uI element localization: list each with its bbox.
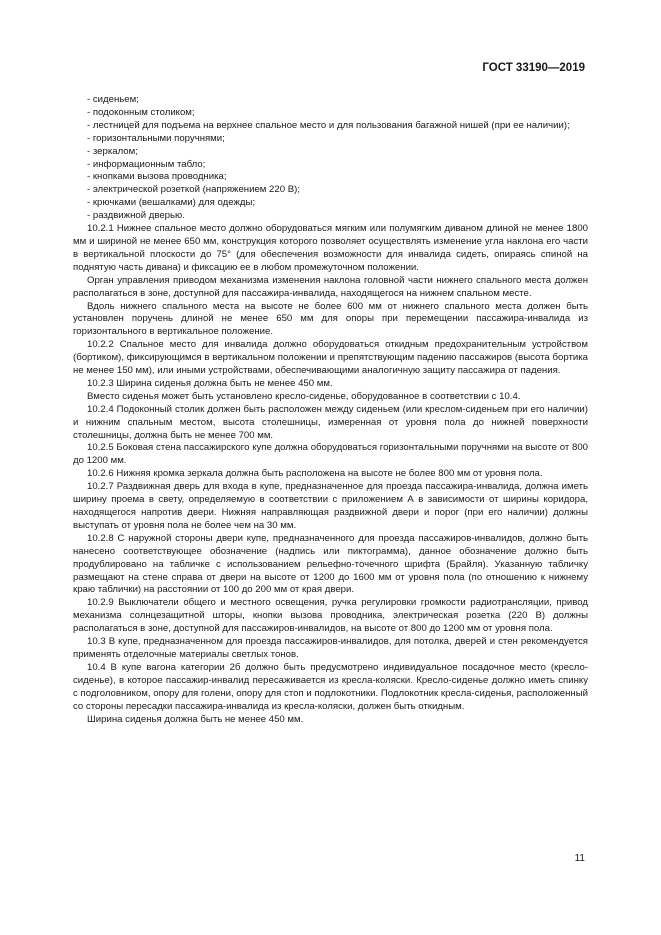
clause-10-2-9: 10.2.9 Выключатели общего и местного освещения, ручка регулировки громкости радиотрансляции, привод механизма солнцезащитной шторы, кнопки вызова проводника, электрическая розетка (220 В) должны располагаться в зоне, доступной для пассажиров-инвалидов, на высоте от 800 до 1200 мм от уровня пола. (73, 597, 588, 635)
list-item: - горизонтальными поручнями; (87, 132, 225, 144)
list-item: - крючками (вешалками) для одежды; (87, 197, 256, 209)
clause-10-2-5: 10.2.5 Боковая стена пассажирского купе должна оборудоваться горизонтальными поручнями на высоте от 800 до 1200 мм. (73, 442, 588, 467)
standard-code: ГОСТ 33190—2019 (482, 62, 585, 74)
list-item: - зеркалом; (87, 145, 138, 157)
paragraph: Ширина сиденья должна быть не менее 450 мм. (87, 713, 304, 725)
paragraph: Вместо сиденья может быть установлено кресло-сиденье, оборудованное в соответствии с 10.4. (87, 390, 521, 402)
list-item: - кнопками вызова проводника; (87, 171, 227, 183)
list-item: - электрической розеткой (напряжением 220 В); (87, 184, 300, 196)
list-item: - лестницей для подъема на верхнее спальное место и для пользования багажной нишей (при ее наличии); (87, 119, 570, 131)
list-item: - раздвижной дверью. (87, 210, 185, 222)
clause-10-2-1: 10.2.1 Нижнее спальное место должно оборудоваться мягким или полумягким диваном длиной не менее 1800 мм и шириной не менее 650 мм, конструкция которого позволяет осуществлять изменение угла наклона его части в вертикальной плоскости до 75° (для обеспечения возможности для инвалида сидеть, опираясь спиной на поднятую часть дивана) и фиксацию ее в любом промежуточном положении. (73, 223, 588, 273)
clause-10-3: 10.3 В купе, предназначенном для проезда пассажиров-инвалидов, для потолка, дверей и стен рекомендуется применять отделочные материалы светлых тонов. (73, 636, 588, 660)
clause-10-2-6: 10.2.6 Нижняя кромка зеркала должна быть расположена на высоте не более 800 мм от уровня пола. (87, 468, 543, 480)
list-item: - подоконным столиком; (87, 106, 195, 118)
page-number: 11 (574, 853, 585, 864)
paragraph: Вдоль нижнего спального места на высоте не более 600 мм от нижнего спального места должен быть установлен поручень длиной не менее 650 мм для опоры при перемещении пассажира-инвалида из горизонтального в вертикальное положение. (73, 300, 588, 338)
document-body (73, 94, 588, 726)
clause-10-2-2: 10.2.2 Спальное место для инвалида должно оборудоваться откидным предохранительным устройством (бортиком), фиксирующимся в вертикальном положении и препятствующим падению пассажиров (высота бортика не менее 150 мм), или иными устройствами, обеспечивающими аналогичную защиту пассажира от падения. (73, 339, 588, 377)
list-item: - информационным табло; (87, 158, 206, 170)
clause-10-2-8: 10.2.8 С наружной стороны двери купе, предназначенного для проезда пассажиров-инвалидов, должно быть нанесено соответствующее обозначение (надпись или пиктограмма), данное обозначение должно быть продублировано на табличке с использованием рельефно-точечного шрифта (Брайля). Указанную табличку размещают на стене справа от двери на высоте от 1200 до 1600 мм от уровня пола (по отношению к нижнему краю таблички) на расстоянии от 100 до 200 мм от края двери. (73, 532, 588, 596)
clause-10-2-3: 10.2.3 Ширина сиденья должна быть не менее 450 мм. (87, 377, 333, 389)
list-item: - сиденьем; (87, 94, 139, 105)
clause-10-2-4: 10.2.4 Подоконный столик должен быть расположен между сиденьем (или креслом-сиденьем при его наличии) и нижним спальным местом, высота столешницы, измеренная от уровня пола до нижней поверхности столешницы, должна быть не менее 700 мм. (73, 403, 588, 441)
paragraph: Орган управления приводом механизма изменения наклона головной части нижнего спального места должен располагаться в зоне, доступной для пассажира-инвалида, находящегося на нижнем спальном месте. (73, 274, 588, 299)
clause-10-2-7: 10.2.7 Раздвижная дверь для входа в купе, предназначенное для проезда пассажира-инвалида, должна иметь ширину проема в свету, определяемую в соответствии с приложением А в зависимости от ширины коридора, находящегося напротив двери. Нижняя направляющая раздвижной двери и порог (при его наличии) должны выступать от уровня пола не более чем на 30 мм. (73, 481, 588, 531)
clause-10-4: 10.4 В купе вагона категории 2б должно быть предусмотрено индивидуальное посадочное место (кресло-сиденье), в которое пассажир-инвалид пересаживается из кресла-коляски. Кресло-сиденье должно иметь спинку с подголовником, опору для голени, опору для стоп и подлокотники. Подлокотник кресла-сиденья, расположенный со стороны пересадки пассажира-инвалида из кресла-коляски, должен быть откидным. (73, 661, 588, 712)
